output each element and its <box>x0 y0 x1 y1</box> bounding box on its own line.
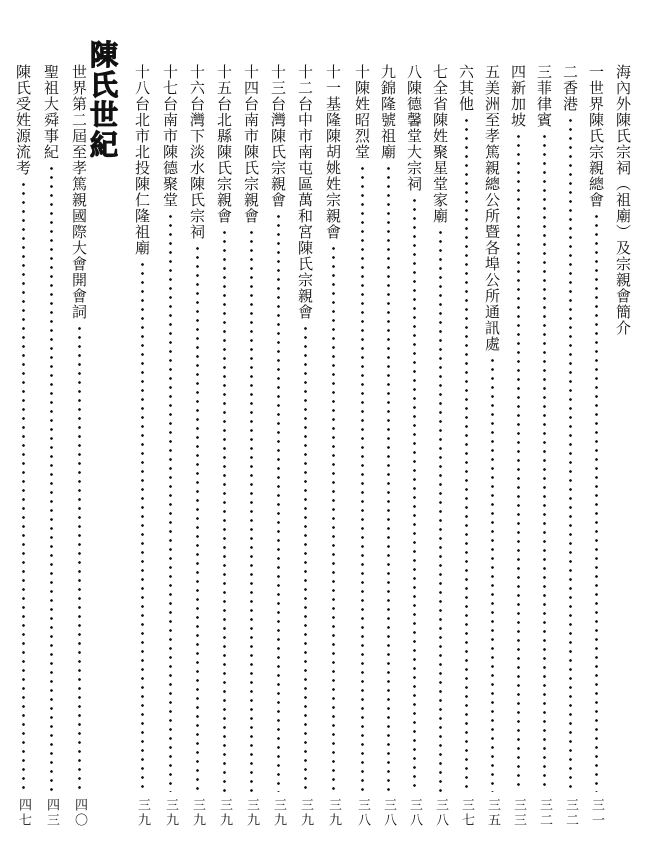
toc-entry <box>585 64 607 828</box>
dot-leader <box>169 212 172 792</box>
toc-entry <box>12 64 34 828</box>
entry-page: 三九 <box>163 798 178 828</box>
dot-leader <box>22 180 25 792</box>
entry-page: 四三 <box>44 798 59 828</box>
entry-page: 三八 <box>355 798 370 828</box>
toc-entry <box>559 64 581 828</box>
dot-leader <box>595 212 598 792</box>
toc-entry <box>186 64 208 828</box>
entry-page: 四七 <box>16 798 31 828</box>
entry-title: 三菲律賓 <box>535 64 553 128</box>
entry-title: 十五台北縣陳氏宗親會 <box>215 64 233 224</box>
dot-leader <box>569 116 572 792</box>
toc-entry <box>131 64 153 828</box>
entry-title: 九錦隆號祖廟 <box>379 64 397 160</box>
entry-page: 三九 <box>135 798 150 828</box>
section-title: 陳氏世紀 <box>86 40 119 160</box>
dot-leader <box>50 164 53 792</box>
dot-leader <box>250 228 253 792</box>
entry-title: 八陳德馨堂大宗祠 <box>405 64 423 192</box>
toc-heading <box>612 64 634 828</box>
toc-entry <box>533 64 555 828</box>
entry-page: 三五 <box>485 798 500 828</box>
toc-entry <box>351 64 373 828</box>
toc-entry <box>377 64 399 828</box>
entry-title: 十陳姓昭烈堂 <box>353 64 371 160</box>
toc-entry <box>481 64 503 828</box>
dot-leader <box>439 228 442 792</box>
entry-title: 十七台南市陳德聚堂 <box>161 64 179 208</box>
toc-entry <box>507 64 529 828</box>
entry-title: 十四台南市陳氏宗親會 <box>242 64 260 224</box>
toc-entry <box>159 64 181 828</box>
toc-entry <box>267 64 289 828</box>
dot-leader <box>78 324 81 792</box>
entry-page: 三二 <box>537 798 552 828</box>
entry-title: 陳氏受姓源流考 <box>14 64 32 176</box>
dot-leader <box>141 260 144 792</box>
entry-title: 十一基隆陳胡姚姓宗親會 <box>324 64 342 240</box>
entry-page: 三一 <box>589 798 604 828</box>
entry-title: 七全省陳姓聚星堂家廟 <box>431 64 449 224</box>
dot-leader <box>517 132 520 792</box>
entry-page: 三八 <box>381 798 396 828</box>
entry-page: 三三 <box>511 798 526 828</box>
dot-leader <box>413 196 416 792</box>
dot-leader <box>277 212 280 792</box>
entry-page: 四〇 <box>72 798 87 828</box>
toc-entry <box>322 64 344 828</box>
entry-title: 五美洲至孝篤親總公所暨各埠公所通訊處 <box>483 64 501 352</box>
entry-title: 十二台中市南屯區萬和宮陳氏宗親會 <box>296 64 314 320</box>
dot-leader <box>361 164 364 792</box>
entry-title: 海內外陳氏宗祠（祖廟）及宗親會簡介 <box>614 64 632 336</box>
dot-leader <box>465 116 468 792</box>
toc-entry <box>294 64 316 828</box>
entry-title: 世界第二屆至孝篤親國際大會開會詞 <box>70 64 88 320</box>
dot-leader <box>491 356 494 792</box>
entry-title: 四新加坡 <box>509 64 527 128</box>
entry-page: 三九 <box>244 798 259 828</box>
entry-title: 二香港 <box>561 64 579 112</box>
toc-entry <box>429 64 451 828</box>
dot-leader <box>332 244 335 792</box>
dot-leader <box>387 164 390 792</box>
dot-leader <box>196 244 199 792</box>
toc-entry <box>403 64 425 828</box>
entry-title: 一世界陳氏宗親總會 <box>587 64 605 208</box>
entry-title: 六其他 <box>457 64 475 112</box>
entry-page: 三九 <box>190 798 205 828</box>
toc-entry <box>68 64 90 828</box>
dot-leader <box>543 132 546 792</box>
entry-title: 十三台灣陳氏宗親會 <box>269 64 287 208</box>
toc-entry <box>40 64 62 828</box>
dot-leader <box>223 228 226 792</box>
entry-page: 三八 <box>433 798 448 828</box>
entry-title: 十八台北市北投陳仁隆祖廟 <box>133 64 151 256</box>
entry-title: 十六台灣下淡水陳氏宗祠 <box>188 64 206 240</box>
dot-leader <box>304 324 307 792</box>
toc-entry <box>213 64 235 828</box>
entry-page: 三九 <box>271 798 286 828</box>
entry-page: 三二 <box>563 798 578 828</box>
entry-page: 三九 <box>298 798 313 828</box>
entry-title: 聖祖大舜事紀 <box>42 64 60 160</box>
entry-page: 三九 <box>217 798 232 828</box>
entry-page: 三九 <box>326 798 341 828</box>
toc-entry <box>455 64 477 828</box>
entry-page: 三八 <box>407 798 422 828</box>
toc-entry <box>240 64 262 828</box>
entry-page: 三七 <box>459 798 474 828</box>
